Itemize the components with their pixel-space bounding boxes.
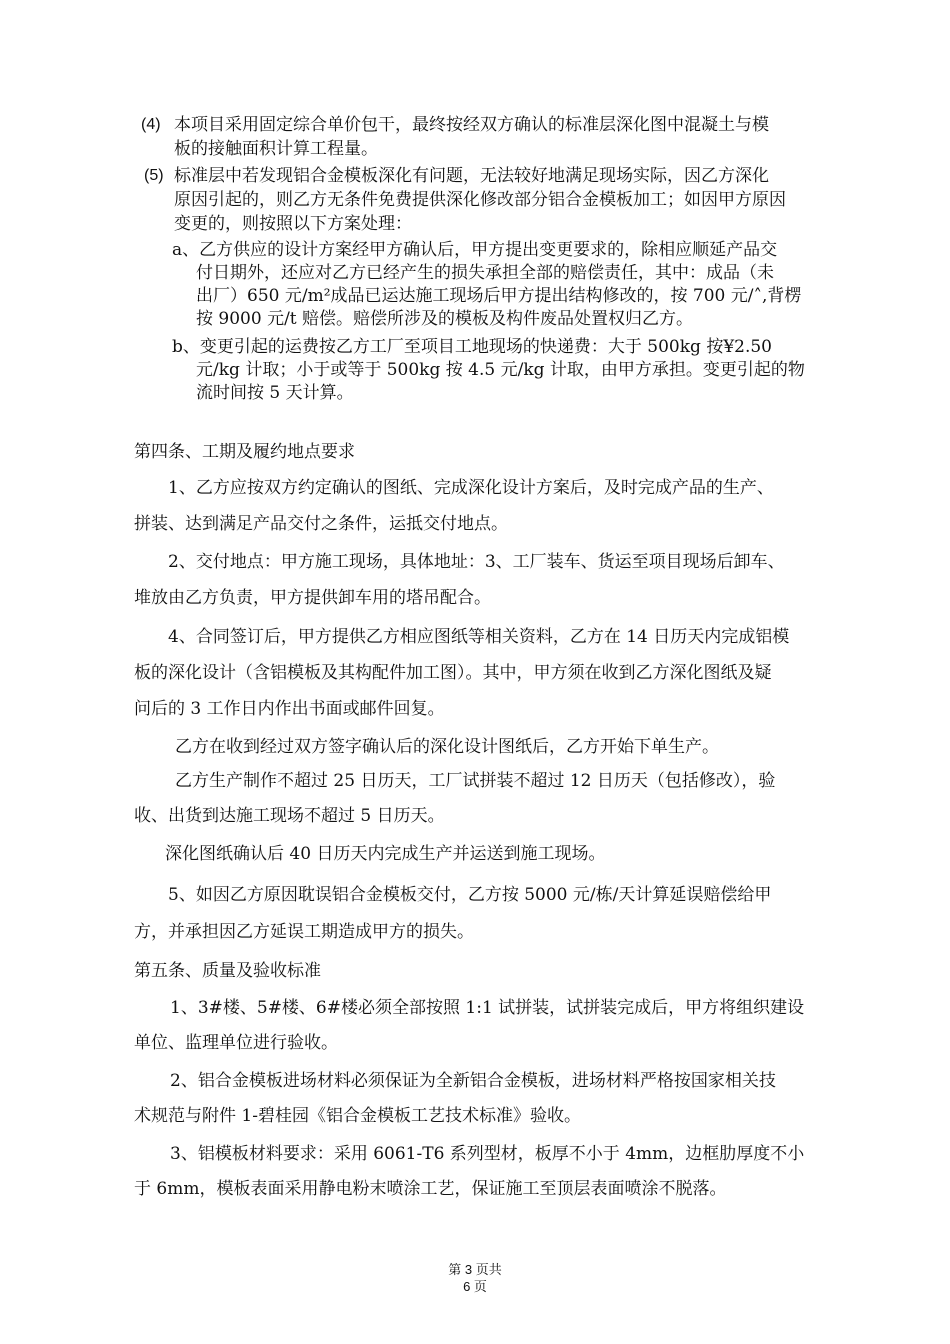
paragraph-line: 付日期外，还应对乙方已经产生的损失承担全部的赔偿责任，其中：成品（未 <box>196 263 774 283</box>
paragraph-line: 标准层中若发现铝合金模板深化有问题，无法较好地满足现场实际，因乙方深化 <box>174 166 769 186</box>
paragraph-line: 术规范与附件 1-碧桂园《铝合金模板工艺技术标准》验收。 <box>134 1106 581 1126</box>
paragraph-line: 于 6mm，模板表面采用静电粉末喷涂工艺，保证施工至顶层表面喷涂不脱落。 <box>134 1179 727 1199</box>
section-heading: 第五条、质量及验收标准 <box>134 961 321 981</box>
paragraph-line: 4、合同签订后，甲方提供乙方相应图纸等相关资料，乙方在 14 日历天内完成铝模 <box>168 627 790 647</box>
paragraph-line: b、变更引起的运费按乙方工厂至项目工地现场的快递费：大于 500kg 按¥2.50 <box>172 337 772 357</box>
paragraph-line: 乙方生产制作不超过 25 日历天，工厂试拼装不超过 12 日历天（包括修改），验 <box>175 771 776 791</box>
page-number-line1: 第 3 页共 <box>448 1262 502 1277</box>
item-number: (5) <box>144 167 164 184</box>
item-number: (4) <box>141 116 161 133</box>
paragraph-line: 乙方在收到经过双方签字确认后的深化设计图纸后，乙方开始下单生产。 <box>175 737 719 757</box>
page-number-line2: 6 页 <box>463 1279 487 1294</box>
paragraph-line: 拼装、达到满足产品交付之条件，运抵交付地点。 <box>134 514 508 534</box>
paragraph-line: 2、铝合金模板进场材料必须保证为全新铝合金模板，进场材料严格按国家相关技 <box>170 1071 776 1091</box>
section-heading: 第四条、工期及履约地点要求 <box>134 442 355 462</box>
paragraph-line: 5、如因乙方原因耽误铝合金模板交付，乙方按 5000 元/栋/天计算延误赔偿给甲 <box>168 885 772 905</box>
paragraph-line: 流时间按 5 天计算。 <box>196 383 354 403</box>
paragraph-line: 1、乙方应按双方约定确认的图纸、完成深化设计方案后，及时完成产品的生产、 <box>168 478 774 498</box>
paragraph-line: 收、出货到达施工现场不超过 5 日历天。 <box>134 806 445 826</box>
paragraph-line: a、乙方供应的设计方案经甲方确认后，甲方提出变更要求的，除相应顺延产品交 <box>172 240 778 260</box>
paragraph-line: 3、铝模板材料要求：采用 6061-T6 系列型材，板厚不小于 4mm，边框肋厚度不小 <box>170 1144 805 1164</box>
paragraph-line: 堆放由乙方负责，甲方提供卸车用的塔吊配合。 <box>134 588 491 608</box>
paragraph-line: 变更的，则按照以下方案处理： <box>174 214 412 234</box>
paragraph-line: 2、交付地点：甲方施工现场，具体地址：3、工厂装车、货运至项目现场后卸车、 <box>168 552 785 572</box>
paragraph-line: 1、3#楼、5#楼、6#楼必须全部按照 1:1 试拼装，试拼装完成后，甲方将组织建设 <box>170 998 805 1018</box>
paragraph-line: 深化图纸确认后 40 日历天内完成生产并运送到施工现场。 <box>165 844 606 864</box>
paragraph-line: 单位、监理单位进行验收。 <box>134 1033 338 1053</box>
paragraph-line: 按 9000 元/t 赔偿。赔偿所涉及的模板及构件废品处置权归乙方。 <box>196 309 694 329</box>
paragraph-line: 本项目采用固定综合单价包干，最终按经双方确认的标准层深化图中混凝土与模 <box>174 115 769 135</box>
paragraph-line: 出厂）650 元/m²成品已运达施工现场后甲方提出结构修改的，按 700 元/˄,背楞 <box>196 286 802 306</box>
paragraph-line: 元/kg 计取；小于或等于 500kg 按 4.5 元/kg 计取，由甲方承担。变更引起的物 <box>196 360 805 380</box>
paragraph-line: 原因引起的，则乙方无条件免费提供深化修改部分铝合金模板加工；如因甲方原因 <box>174 190 786 210</box>
paragraph-line: 板的接触面积计算工程量。 <box>174 139 378 159</box>
paragraph-line: 方，并承担因乙方延误工期造成甲方的损失。 <box>134 922 474 942</box>
paragraph-line: 问后的 3 工作日内作出书面或邮件回复。 <box>134 699 445 719</box>
paragraph-line: 板的深化设计（含铝模板及其构配件加工图）。其中，甲方须在收到乙方深化图纸及疑 <box>134 663 772 683</box>
